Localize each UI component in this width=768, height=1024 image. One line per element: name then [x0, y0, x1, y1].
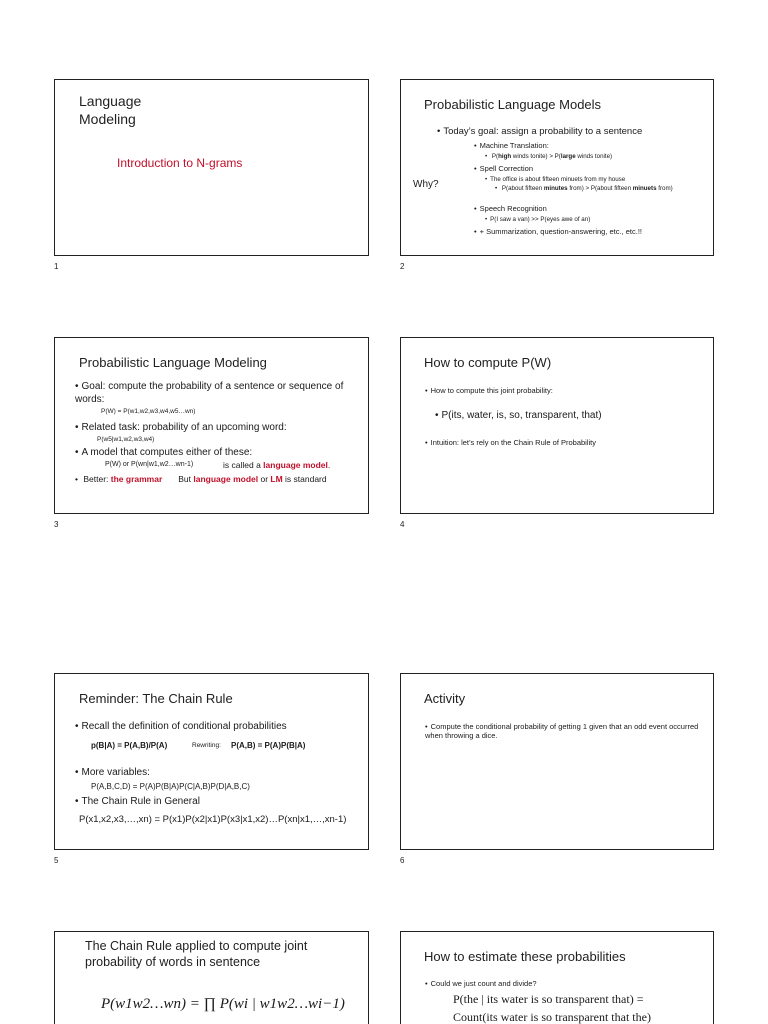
slide-1-title: Language Modeling — [79, 93, 142, 127]
slide-5-b1: • Recall the definition of conditional probabilities — [75, 720, 287, 733]
slide-3-goal: • Goal: compute the probability of a sentence or sequence of words: — [75, 380, 345, 406]
slide-3-title: Probabilistic Language Modeling — [79, 355, 267, 370]
slide-5-formula-2: P(A,B) = P(A)P(B|A) — [231, 741, 306, 750]
slide-3-related: • Related task: probability of an upcoming word: — [75, 421, 287, 434]
slide-1-subtitle: Introduction to N-grams — [117, 156, 243, 170]
slide-number: 5 — [54, 856, 59, 865]
slide-3-better: • Better: the grammar But language model or LM is standard — [75, 474, 327, 485]
slide-2-spell-ex: • The office is about fifteen minuets from my house — [485, 176, 625, 183]
slide-5-formula-1: p(B|A) = P(A,B)/P(A) — [91, 741, 168, 750]
slide-number: 3 — [54, 520, 59, 529]
slide-7-title: The Chain Rule applied to compute joint probability of words in sentence — [85, 939, 308, 969]
slide-8-formula-1: P(the | its water is so transparent that) = — [453, 992, 644, 1006]
slide-2-summ: • + Summarization, question-answering, etc., etc.!! — [474, 227, 642, 236]
slide-2-mt: • Machine Translation: — [474, 141, 549, 150]
slide-3 — [54, 337, 369, 514]
slide-6 — [400, 673, 714, 850]
slide-2-goal: • Today’s goal: assign a probability to a sentence — [437, 126, 642, 138]
slide-3-model: • A model that computes either of these: — [75, 446, 252, 459]
slide-number: 2 — [400, 262, 405, 271]
slide-number: 1 — [54, 262, 59, 271]
slide-1 — [54, 79, 369, 256]
slide-2-speech: • Speech Recognition — [474, 204, 547, 213]
slide-4-b1: • How to compute this joint probability: — [425, 386, 553, 395]
slide-5-formula-3: P(A,B,C,D) = P(A)P(B|A)P(C|A,B)P(D|A,B,C) — [91, 782, 250, 791]
slide-4-b3: • Intuition: let’s rely on the Chain Rule of Probability — [425, 438, 596, 447]
slide-2-speech-ex: • P(I saw a van) >> P(eyes awe of an) — [485, 216, 590, 223]
slide-5-rewriting: Rewriting: — [192, 742, 221, 749]
slide-6-b1: • Compute the conditional probability of getting 1 given that an odd event occurred when throwing a dice. — [425, 722, 705, 741]
slide-3-formula-1: P(W) = P(w1,w2,w3,w4,w5…wn) — [101, 408, 196, 415]
slide-7-formula: P(w1w2…wn) = ∏ P(wi | w1w2…wi−1) — [101, 996, 345, 1012]
slide-2-spell: • Spell Correction — [474, 164, 533, 173]
slide-2-why: Why? — [413, 179, 439, 190]
slide-2-mt-ex: • P(high winds tonite) > P(large winds tonite) — [485, 153, 612, 160]
slide-2 — [400, 79, 714, 256]
slide-4-title: How to compute P(W) — [424, 355, 552, 370]
slide-6-title: Activity — [424, 691, 466, 706]
slide-5-b2: • More variables: — [75, 766, 150, 779]
slide-2-title: Probabilistic Language Models — [424, 97, 602, 112]
slide-5-b3: • The Chain Rule in General — [75, 795, 200, 808]
slide-3-formula-3: P(W) or P(wn|w1,w2…wn-1) — [105, 461, 194, 468]
slide-5-title: Reminder: The Chain Rule — [79, 691, 233, 706]
slide-8-title: How to estimate these probabilities — [424, 949, 626, 964]
slide-5 — [54, 673, 369, 850]
slide-7 — [54, 931, 369, 1024]
slide-3-formula-2: P(w5|w1,w2,w3,w4) — [97, 436, 155, 443]
slide-8 — [400, 931, 714, 1024]
slide-2-spell-ex2: • P(about fifteen minutes from) > P(about fifteen minuets from) — [495, 185, 705, 192]
slide-3-lm-label: is called a language model. — [223, 460, 331, 470]
slide-5-formula-4: P(x1,x2,x3,…,xn) = P(x1)P(x2|x1)P(x3|x1,x2)…P(xn|x1,…,xn-1) — [79, 814, 347, 825]
slide-4 — [400, 337, 714, 514]
slide-number: 4 — [400, 520, 405, 529]
slide-8-b1: • Could we just count and divide? — [425, 979, 537, 988]
slide-8-formula-2: Count(its water is so transparent that the) — [453, 1010, 651, 1024]
slide-4-b2: • P(its, water, is, so, transparent, that) — [435, 409, 602, 422]
slide-number: 6 — [400, 856, 405, 865]
